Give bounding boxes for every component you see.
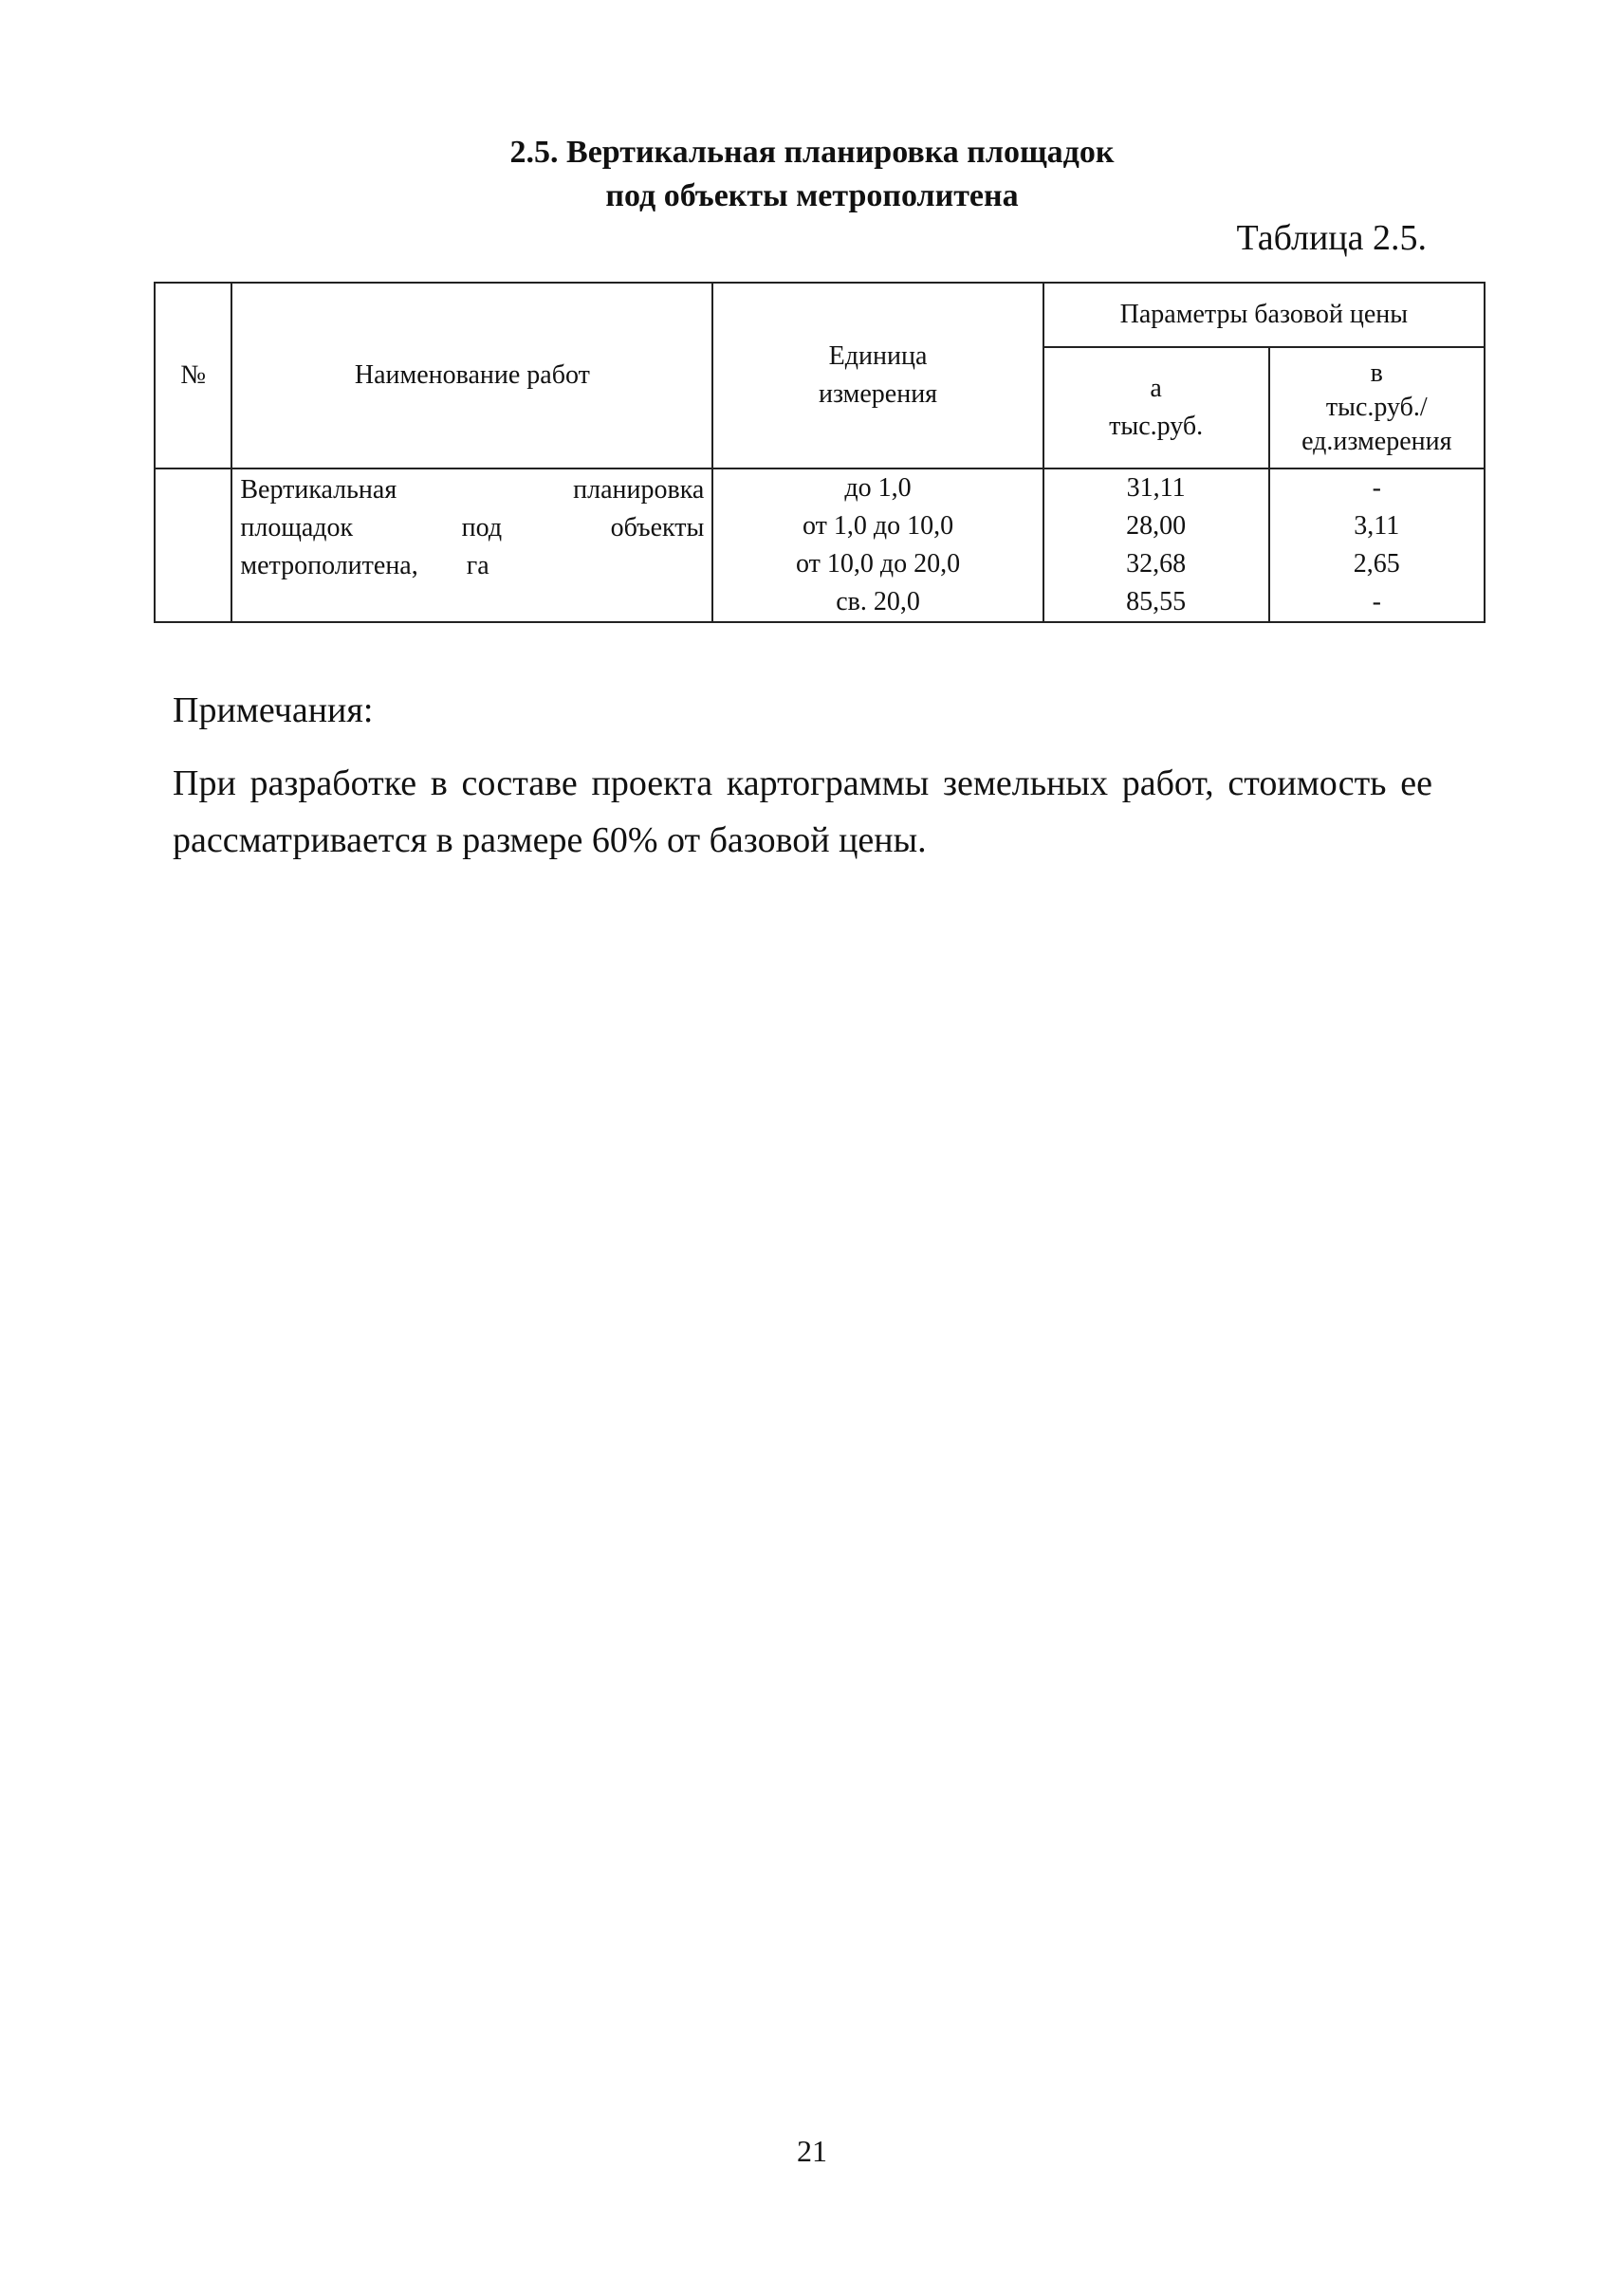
- header-b-line-2: тыс.руб./: [1325, 393, 1428, 422]
- price-b-value: 3,11: [1354, 511, 1400, 541]
- price-a-value: 85,55: [1126, 587, 1187, 616]
- header-unit-line-1: Единица: [828, 341, 928, 371]
- work-name-line-3: метрополитена, га: [240, 551, 489, 580]
- header-unit: [712, 283, 1043, 468]
- unit-value: от 10,0 до 20,0: [795, 549, 961, 579]
- unit-value: св. 20,0: [836, 587, 920, 616]
- header-b: [1269, 347, 1485, 468]
- unit-value: от 1,0 до 10,0: [802, 511, 954, 541]
- price-b-value: -: [1372, 587, 1381, 616]
- notes-title: Примечания:: [173, 690, 374, 730]
- unit-value: до 1,0: [844, 473, 912, 503]
- header-price-group: Параметры базовой цены: [1043, 283, 1485, 347]
- unit-cell: [712, 468, 1043, 622]
- header-a-line-1: а: [1150, 374, 1162, 403]
- header-b-line-1: в: [1370, 358, 1383, 388]
- section-heading-line-2: под объекты метрополитена: [605, 178, 1019, 213]
- header-name: Наименование работ: [231, 283, 712, 468]
- price-b-cell: [1269, 468, 1485, 622]
- price-a-value: 31,11: [1126, 473, 1186, 503]
- table-label: Таблица 2.5.: [1236, 218, 1427, 258]
- section-heading-line-1: 2.5. Вертикальная планировка площадок: [509, 135, 1115, 170]
- header-a-line-2: тыс.руб.: [1109, 412, 1204, 441]
- header-unit-line-2: измерения: [818, 379, 938, 409]
- price-a-cell: [1043, 468, 1269, 622]
- work-name-line-1: Вертикальная планировка: [240, 475, 705, 505]
- table-header-row-1: [155, 283, 1485, 347]
- work-name-cell: [231, 468, 712, 622]
- notes-text: При разработке в составе проекта картограммы земельных работ, стоимость ее рассматривается в размере 60% от базовой цены.: [173, 763, 1432, 860]
- price-b-value: -: [1372, 473, 1381, 503]
- row-number-cell: [155, 468, 231, 622]
- work-name-line-2: площадок под объекты: [240, 513, 705, 542]
- price-a-value: 28,00: [1126, 511, 1187, 541]
- price-b-value: 2,65: [1353, 549, 1400, 579]
- header-b-line-3: ед.измерения: [1301, 427, 1452, 456]
- section-heading: [0, 131, 1624, 218]
- header-no: №: [155, 283, 231, 468]
- price-table: [154, 282, 1486, 623]
- price-a-value: 32,68: [1126, 549, 1187, 579]
- table-data-row: [155, 468, 1485, 622]
- header-a: [1043, 347, 1269, 468]
- page-number: 21: [797, 2134, 827, 2168]
